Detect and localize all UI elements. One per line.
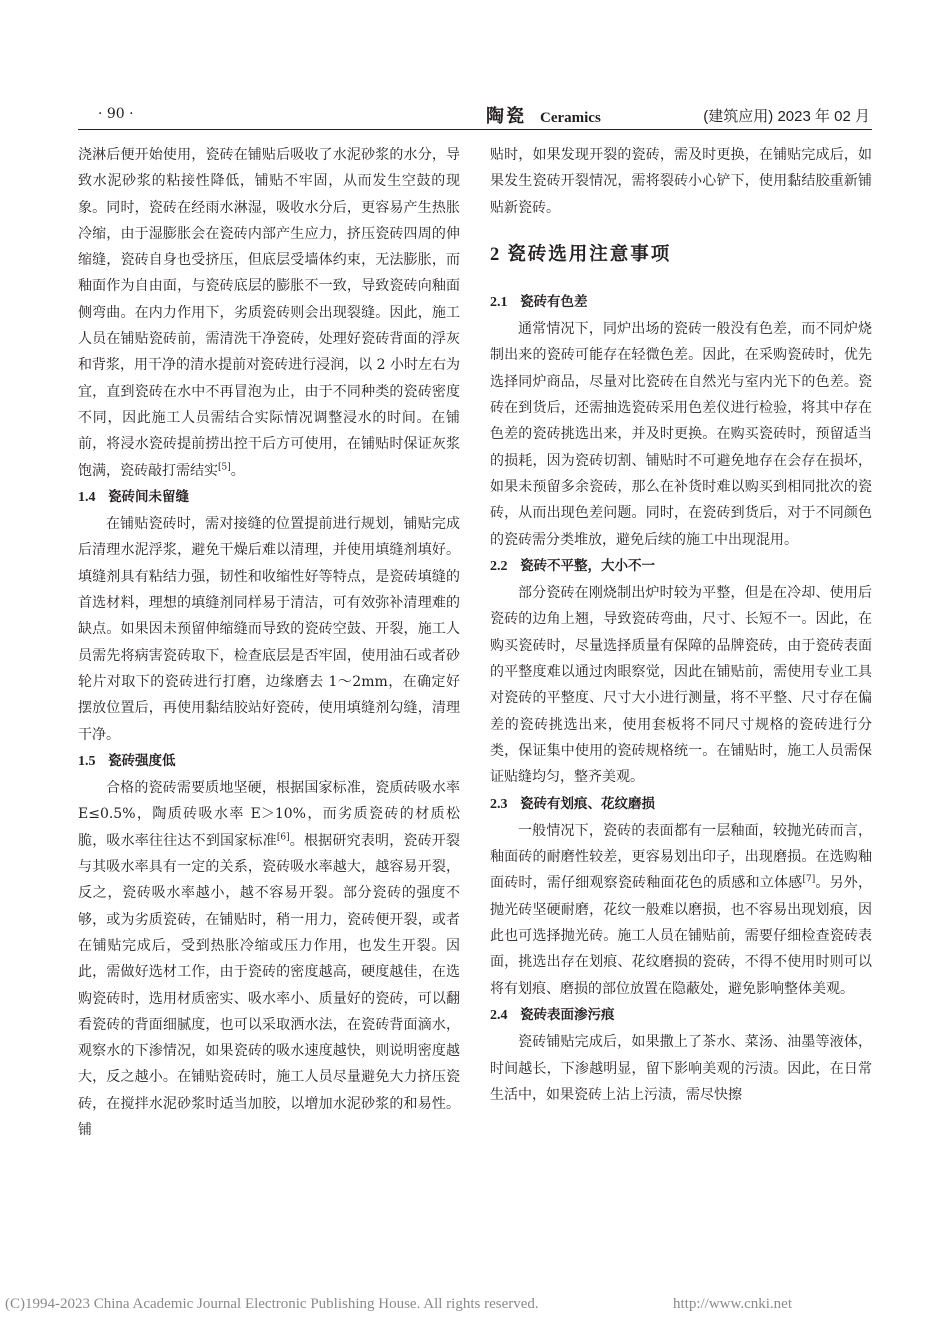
footer-link[interactable]: http://www.cnki.net bbox=[672, 1296, 792, 1312]
section-number: 2.1 bbox=[490, 294, 508, 310]
header-rule bbox=[78, 129, 872, 130]
paragraph bbox=[78, 142, 460, 484]
section-heading bbox=[490, 289, 872, 316]
left-column bbox=[78, 142, 460, 1143]
paragraph: 瓷砖铺贴完成后，如果撒上了茶水、菜汤、油墨等液体，时间越长，下渗越明显，留下影响美观的污渍。因此，在日常生活中，如果瓷砖上沾上污渍，需尽快擦 bbox=[490, 1034, 872, 1103]
section-number: 2.4 bbox=[490, 1007, 508, 1023]
section-number: 1.4 bbox=[78, 489, 96, 505]
paragraph: 贴时，如果发现开裂的瓷砖，需及时更换，在铺贴完成后，如果发生瓷砖开裂情况，需将裂砖小心铲下，使用黏结胶重新铺贴新瓷砖。 bbox=[490, 147, 872, 216]
paragraph: 通常情况下，同炉出场的瓷砖一般没有色差，而不同炉烧制出来的瓷砖可能存在轻微色差。因此，在采购瓷砖时，优先选择同炉商品，尽量对比瓷砖在自然光与室内光下的色差。瓷砖在到货后，还需抽选瓷砖采用色差仪进行检验，将其中存在色差的瓷砖挑选出来，并及时更换。在购买瓷砖时，预留适当的损耗，因为瓷砖切割、铺贴时不可避免地存在会存在损坏，如果未预留多余瓷砖，那么在补货时难以购买到相同批次的瓷砖，从而出现色差问题。同时，在瓷砖到货后，对于不同颜色的瓷砖需分类堆放，避免后续的施工中出现混用。 bbox=[490, 321, 872, 548]
section-heading bbox=[490, 553, 872, 580]
section-number: 1.5 bbox=[78, 753, 96, 769]
section-heading bbox=[490, 791, 872, 818]
section-title: 瓷砖强度低 bbox=[108, 752, 176, 769]
paragraph bbox=[490, 818, 872, 1002]
paragraph-text: 一般情况下，瓷砖的表面都有一层釉面，较抛光砖而言，釉面砖的耐磨性较差，更容易划出印子，出现磨损。在选购釉面砖时，需仔细观察瓷砖釉面花色的质感和立体感 bbox=[490, 822, 872, 892]
paragraph: 在铺贴瓷砖时，需对接缝的位置提前进行规划，铺贴完成后清理水泥浮浆，避免干燥后难以清理，并使用填缝剂填好。填缝剂具有粘结力强，韧性和收缩性好等特点，是瓷砖填缝的首选材料，理想的填缝剂同样易于清洁，可有效弥补清理难的缺点。如果因未预留伸缩缝而导致的瓷砖空鼓、开裂，施工人员需先将病害瓷砖取下，检查底层是否牢固，使用油石或者砂轮片对取下的瓷砖进行打磨，边缘磨去 1～2mm，在确定好摆放位置后，再使用黏结胶站好瓷砖，使用填缝剂勾缝，清理干净。 bbox=[78, 516, 460, 743]
citation-ref[interactable]: [6] bbox=[276, 832, 290, 843]
journal-title bbox=[486, 102, 601, 128]
section-number: 2.3 bbox=[490, 796, 508, 812]
section-title: 瓷砖表面渗污痕 bbox=[520, 1006, 615, 1023]
section-title: 瓷砖有划痕、花纹磨损 bbox=[520, 795, 655, 812]
section-title: 瓷砖不平整，大小不一 bbox=[520, 557, 655, 574]
paragraph-text: 。另外，抛光砖坚硬耐磨，花纹一般难以磨损，也不容易出现划痕，因此也可选择抛光砖。施工人员在铺贴前，需要仔细检查瓷砖表面，挑选出存在划痕、花纹磨损的瓷砖，不得不使用时则可以将有划痕、磨损的部位放置在隐蔽处，避免影响整体美观。 bbox=[490, 875, 873, 997]
citation-ref[interactable]: [5] bbox=[218, 461, 231, 472]
section-number: 2 bbox=[490, 244, 500, 265]
paragraph-text: 浇淋后便开始使用，瓷砖在铺贴后吸收了水泥砂浆的水分，导致水泥砂浆的粘接性降低，铺贴不牢固，从而发生空鼓的现象。同时，瓷砖在经雨水淋湿，吸收水分后，更容易产生热胀冷缩，由于湿膨胀会在瓷砖内部产生应力，挤压瓷砖四周的伸缩缝，瓷砖自身也受挤压，但底层受墙体约束，无法膨胀，而釉面作为自由面，与瓷砖底层的膨胀不一致，导致瓷砖向釉面侧弯曲。在内力作用下，劣质瓷砖则会出现裂缝。因此，施工人员在铺贴瓷砖前，需清洗干净瓷砖，处理好瓷砖背面的浮灰和背浆，用干净的清水提前对瓷砖进行浸润，以 2 小时左右为宜，直到瓷砖在水中不再冒泡为止，由于不同种类的瓷砖密度不同，因此施工人员需结合实际情况调整浸水的时间。在铺前，将浸水瓷砖提前捞出控干后方可使用，在铺贴时保证灰浆饱满，瓷砖敲打需结实 bbox=[78, 147, 460, 479]
issue-info: (建筑应用) 2023 年 02 月 bbox=[703, 108, 870, 125]
journal-title-en: Ceramics bbox=[540, 110, 601, 126]
paragraph-text: 。根据研究表明，瓷砖开裂与其吸水率具有一定的关系，瓷砖吸水率越大，越容易开裂，反之，瓷砖吸水率越小，越不容易开裂。部分瓷砖的强度不够，或为劣质瓷砖，在铺贴时，稍一用力，瓷砖便开裂，或者在铺贴完成后，受到热胀冷缩或压力作用，也发生开裂。因此，需做好选材工作，由于瓷砖的密度越高，硬度越佳，在选购瓷砖时，选用材质密实、吸水率小、质量好的瓷砖，可以翻看瓷砖的背面细腻度，也可以采取洒水法，在瓷砖背面滴水，观察水的下渗情况，如果瓷砖的吸水速度越快，则说明密度越大，反之越小。在铺贴瓷砖时，施工人员尽量避免大力挤压瓷砖，在搅拌水泥砂浆时适当加胶，以增加水泥砂浆的和易性。铺 bbox=[78, 832, 461, 1138]
copyright-notice: (C)1994-2023 China Academic Journal Electronic Publishing House. All rights reserved. bbox=[5, 1296, 539, 1312]
section-heading-main bbox=[490, 221, 872, 289]
paragraph-text: 合格的瓷砖需要质地坚硬，根据国家标准，瓷质砖吸水率 E≤0.5%，陶质砖吸水率 E＞10%，而劣质瓷砖的材质松脆，吸水率往往达不到国家标准 bbox=[78, 780, 460, 849]
section-title: 瓷砖有色差 bbox=[520, 293, 588, 310]
section-heading bbox=[78, 748, 460, 775]
section-title: 瓷砖选用注意事项 bbox=[507, 243, 672, 265]
section-number: 2.2 bbox=[490, 558, 508, 574]
section-heading bbox=[78, 484, 460, 511]
paragraph bbox=[78, 775, 460, 1143]
paragraph-text: 。 bbox=[230, 462, 245, 479]
section-title: 瓷砖间未留缝 bbox=[108, 488, 189, 505]
paragraph: 部分瓷砖在刚烧制出炉时较为平整，但是在冷却、使用后瓷砖的边角上翘，导致瓷砖弯曲，尺寸、长短不一。因此，在购买瓷砖时，尽量选择质量有保障的品牌瓷砖，由于瓷砖表面的平整度难以通过肉眼察觉，因此在铺贴前，需使用专业工具对瓷砖的平整度、尺寸大小进行测量，将不平整、尺寸存在偏差的瓷砖挑选出来，使用套板将不同尺寸规格的瓷砖进行分类，保证集中使用的瓷砖规格统一。在铺贴时，施工人员需保证贴缝均匀，整齐美观。 bbox=[490, 585, 872, 786]
section-heading bbox=[490, 1002, 872, 1029]
page-number: · 90 · bbox=[98, 106, 134, 122]
citation-ref[interactable]: [7] bbox=[802, 874, 816, 885]
page-header bbox=[78, 96, 872, 130]
right-column bbox=[490, 142, 872, 1108]
journal-title-cn: 陶瓷 bbox=[486, 106, 526, 127]
